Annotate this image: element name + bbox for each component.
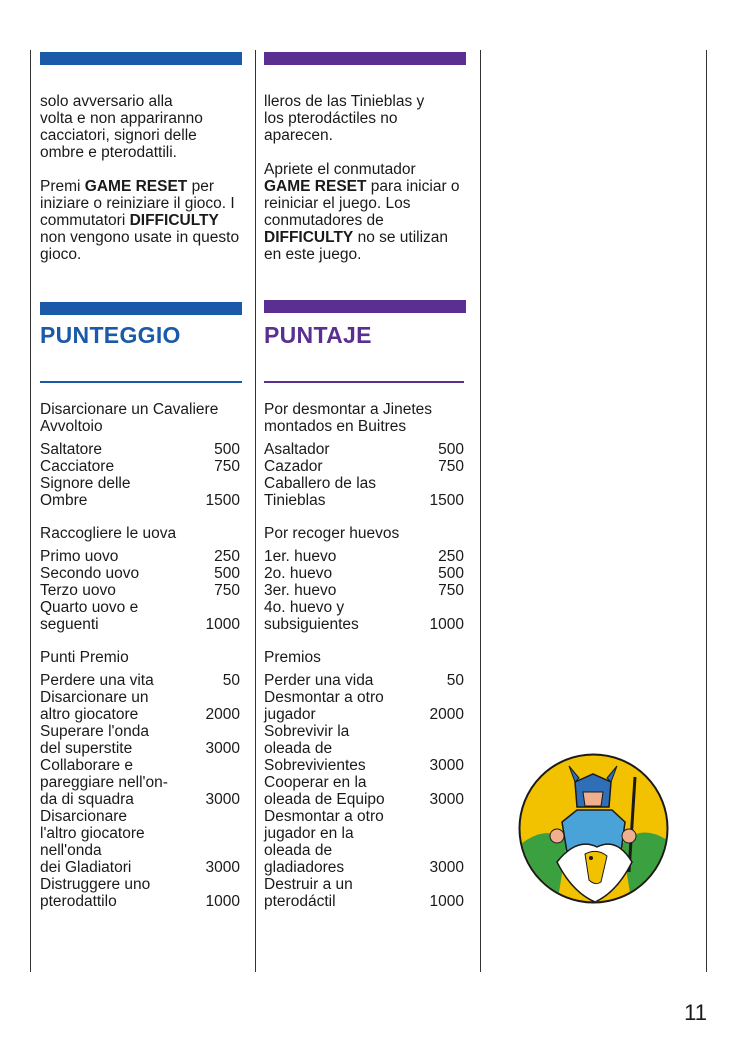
intro-line: volta e non appariranno [40,110,203,127]
reset-text-part: Premi [40,178,85,195]
spanish-intro-text [264,93,466,144]
score-label: Terzo uovo [40,582,116,599]
score-label: 4o. huevo y subsiguientes [264,599,359,633]
spanish-reset-text [264,161,466,263]
score-value: 500 [438,441,464,458]
score-value: 500 [438,565,464,582]
score-section [264,649,464,910]
score-label: Collaborare e pareggiare nell'on- da di squadra [40,757,168,808]
spanish-heading: PUNTAJE [264,322,372,348]
score-value: 250 [438,548,464,565]
spanish-heading-bar [264,300,466,313]
score-row [40,599,240,633]
score-section-title: Por recoger huevos [264,525,400,542]
score-row [40,475,240,509]
score-label: Cacciatore [40,458,115,475]
score-row [264,672,464,689]
score-value: 50 [222,672,240,689]
italian-heading-bar [40,302,242,315]
switch-name: DIFFICULTY [129,212,219,229]
italian-top-bar [40,52,242,65]
score-label: Disarcionare l'altro giocatore nell'onda dei Gladiatori [40,808,145,876]
score-value: 1000 [429,616,464,633]
score-row [264,565,464,582]
score-value: 3000 [429,791,464,808]
score-value: 3000 [205,859,240,876]
score-label: Caballero de las Tinieblas [264,475,377,509]
reset-text-part: para iniciar o reiniciar el juego. Los conmutadores de [264,178,460,229]
score-value: 3000 [429,859,464,876]
score-value: 750 [438,458,464,475]
score-value: 1500 [429,492,464,509]
score-row [40,876,240,910]
column-divider-right [480,50,481,972]
score-row [264,599,464,633]
intro-line: solo avversario alla [40,93,173,110]
score-value: 3000 [205,740,240,757]
intro-line: los pterodáctiles no [264,110,398,127]
score-row [40,723,240,757]
score-row [264,808,464,876]
intro-line: cacciatori, signori delle [40,127,197,144]
score-row [264,441,464,458]
score-value: 50 [446,672,464,689]
score-label: Desmontar a otro jugador [264,689,384,723]
score-value: 3000 [205,791,240,808]
score-row [40,672,240,689]
switch-name: GAME RESET [264,178,367,195]
italian-column [40,52,242,263]
score-row [264,689,464,723]
score-section-title: Por desmontar a Jinetes montados en Buitres [264,401,433,435]
reset-text-part: per iniziare o reiniziare il gioco. I commutatori [40,178,235,229]
score-label: Cazador [264,458,323,475]
score-row [264,876,464,910]
score-row [264,475,464,509]
italian-reset-text [40,178,242,263]
score-section [264,525,464,633]
score-section-title: Raccogliere le uova [40,525,177,542]
reset-text-part: Apriete el conmutador [264,161,416,178]
score-label: Asaltador [264,441,330,458]
spanish-column [264,52,466,263]
score-label: 1er. huevo [264,548,337,565]
score-section [264,401,464,509]
score-row [264,774,464,808]
score-value: 3000 [429,757,464,774]
score-row [40,808,240,876]
score-label: Primo uovo [40,548,119,565]
score-row [264,458,464,475]
score-value: 500 [214,441,240,458]
score-section-title: Premios [264,649,321,666]
score-row [264,582,464,599]
score-label: Saltatore [40,441,103,458]
score-row [264,548,464,565]
switch-name: GAME RESET [84,178,188,195]
italian-intro-text [40,93,242,161]
italian-heading: PUNTEGGIO [40,322,181,348]
score-label: Signore delle Ombre [40,475,131,509]
score-label: Sobrevivir la oleada de Sobrevivientes [264,723,366,774]
intro-line: ombre e pterodattili. [40,144,177,161]
score-label: Desmontar a otro jugador en la oleada de gladiadores [264,808,384,876]
score-value: 750 [438,582,464,599]
score-label: Secondo uovo [40,565,140,582]
spanish-score-list [264,401,464,926]
score-value: 1000 [205,893,240,910]
intro-line: lleros de las Tinieblas y [264,93,425,110]
score-label: Superare l'onda del superstite [40,723,149,757]
score-value: 1000 [205,616,240,633]
score-value: 1500 [205,492,240,509]
score-row [40,689,240,723]
score-section [40,649,240,910]
score-section-title: Punti Premio [40,649,129,666]
italian-score-list [40,401,240,926]
score-value: 1000 [429,893,464,910]
score-label: Destruir a un pterodáctil [264,876,353,910]
score-label: 2o. huevo [264,565,333,582]
score-row [40,582,240,599]
score-label: Disarcionare un altro giocatore [40,689,149,723]
score-section [40,525,240,633]
switch-name: DIFFICULTY [264,229,354,246]
score-section [40,401,240,509]
italian-heading-rule [40,381,242,383]
score-row [264,723,464,774]
score-value: 2000 [429,706,464,723]
column-divider-far-right [706,50,707,972]
score-label: Perder una vida [264,672,374,689]
score-value: 250 [214,548,240,565]
reset-text-part: non vengono usate in questo gioco. [40,229,240,263]
score-value: 500 [214,565,240,582]
score-section-title: Disarcionare un Cavaliere Avvoltoio [40,401,219,435]
score-label: Perdere una vita [40,672,154,689]
column-divider-left [30,50,31,972]
score-value: 750 [214,458,240,475]
score-label: 3er. huevo [264,582,337,599]
score-row [40,548,240,565]
score-label: Distruggere uno pterodattilo [40,876,151,910]
score-row [40,565,240,582]
score-label: Cooperar en la oleada de Equipo [264,774,385,808]
score-row [40,757,240,808]
column-divider-center [255,50,256,972]
score-value: 2000 [205,706,240,723]
score-label: Quarto uovo e seguenti [40,599,139,633]
score-value: 750 [214,582,240,599]
page-number: 11 [684,1000,707,1025]
spanish-top-bar [264,52,466,65]
vulture-knight-emblem-icon [517,752,670,905]
spanish-heading-rule [264,381,464,383]
score-row [40,441,240,458]
intro-line: aparecen. [264,127,333,144]
score-row [40,458,240,475]
reset-text-part: no se utilizan en este juego. [264,229,449,263]
